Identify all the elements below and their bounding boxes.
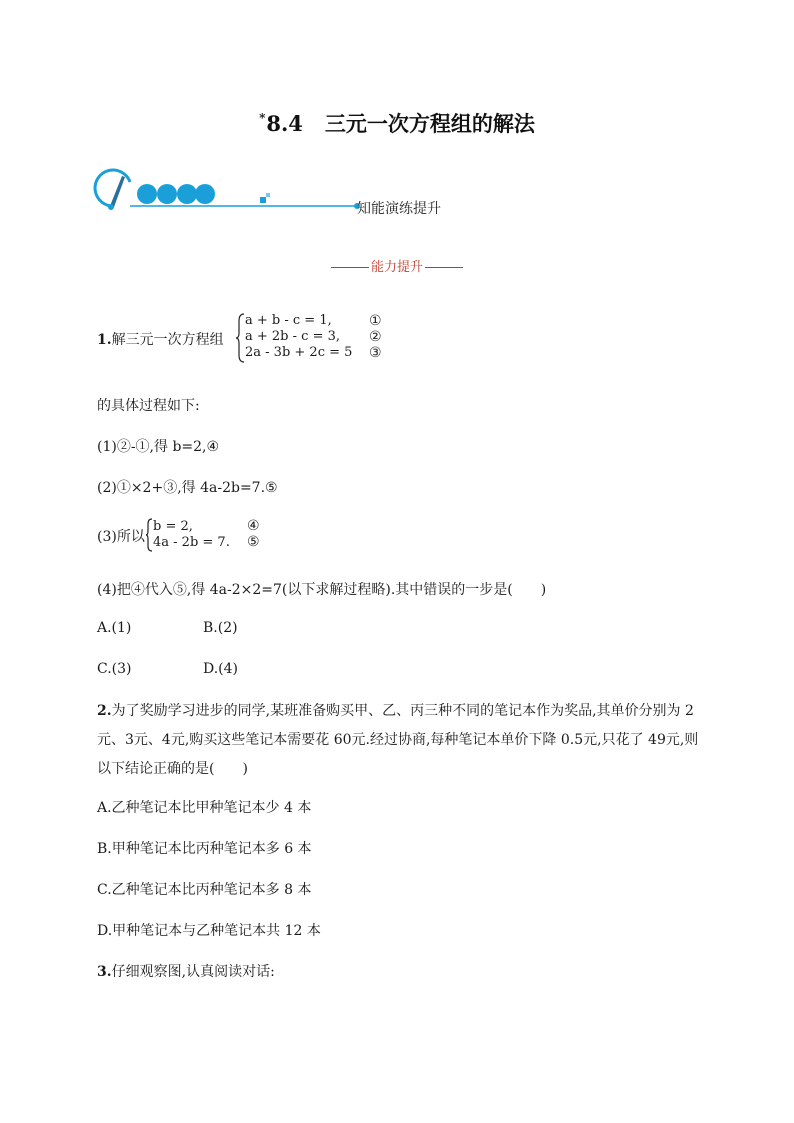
step-2: (2)①×2+③,得 4a-2b=7.⑤ [97,480,278,496]
marker-2: ② [369,329,382,345]
q2-option-b: B.甲种笔记本比丙种笔记本多 6 本 [97,841,312,857]
q1-option-b: B.(2) [203,620,238,636]
marker-4: ④ [247,518,260,534]
banner-label: 知能演练提升 [357,201,441,217]
section-heading: 能力提升 [0,256,794,275]
brush-icon [95,170,130,210]
equation-3: 2a - 3b + 2c = 5 [245,345,353,360]
question-2: 2.为了奖励学习进步的同学,某班准备购买甲、乙、丙三种不同的笔记本作为奖品,其单价分别为 2元、3元、4元,购买这些笔记本需要花 60元.经过协商,每种笔记本单价下降 0.5元,只花了 49元,则以下结论正确的是( ) [97,703,699,777]
step-4: (4)把④代入⑤,得 4a-2×2=7(以下求解过程略).其中错误的一步是( ) [97,582,547,598]
q2-option-c: C.乙种笔记本比丙种笔记本多 8 本 [97,882,312,898]
step3-equation-1: b = 2, [153,519,193,534]
marker-1: ① [369,313,382,329]
brace-icon [235,313,245,363]
q2-option-a: A.乙种笔记本比甲种笔记本少 4 本 [97,800,312,816]
equation-2: a + 2b - c = 3, [245,329,340,344]
marker-5: ⑤ [247,534,260,550]
marker-3: ③ [369,345,382,361]
brace-icon [145,518,153,552]
q2-option-d: D.甲种笔记本与乙种笔记本共 12 本 [97,923,321,939]
question-3: 3.仔细观察图,认真阅读对话: [97,964,275,980]
q1-option-d: D.(4) [203,661,239,677]
step-1: (1)②-①,得 b=2,④ [97,439,220,455]
q1-option-c: C.(3) [97,661,132,677]
equation-1: a + b - c = 1, [245,313,332,328]
step3-equation-2: 4a - 2b = 7. [153,535,230,550]
process-intro: 的具体过程如下: [97,398,200,414]
q1-option-a: A.(1) [97,620,132,636]
page-title: *8.4 三元一次方程组的解法 [259,111,535,136]
